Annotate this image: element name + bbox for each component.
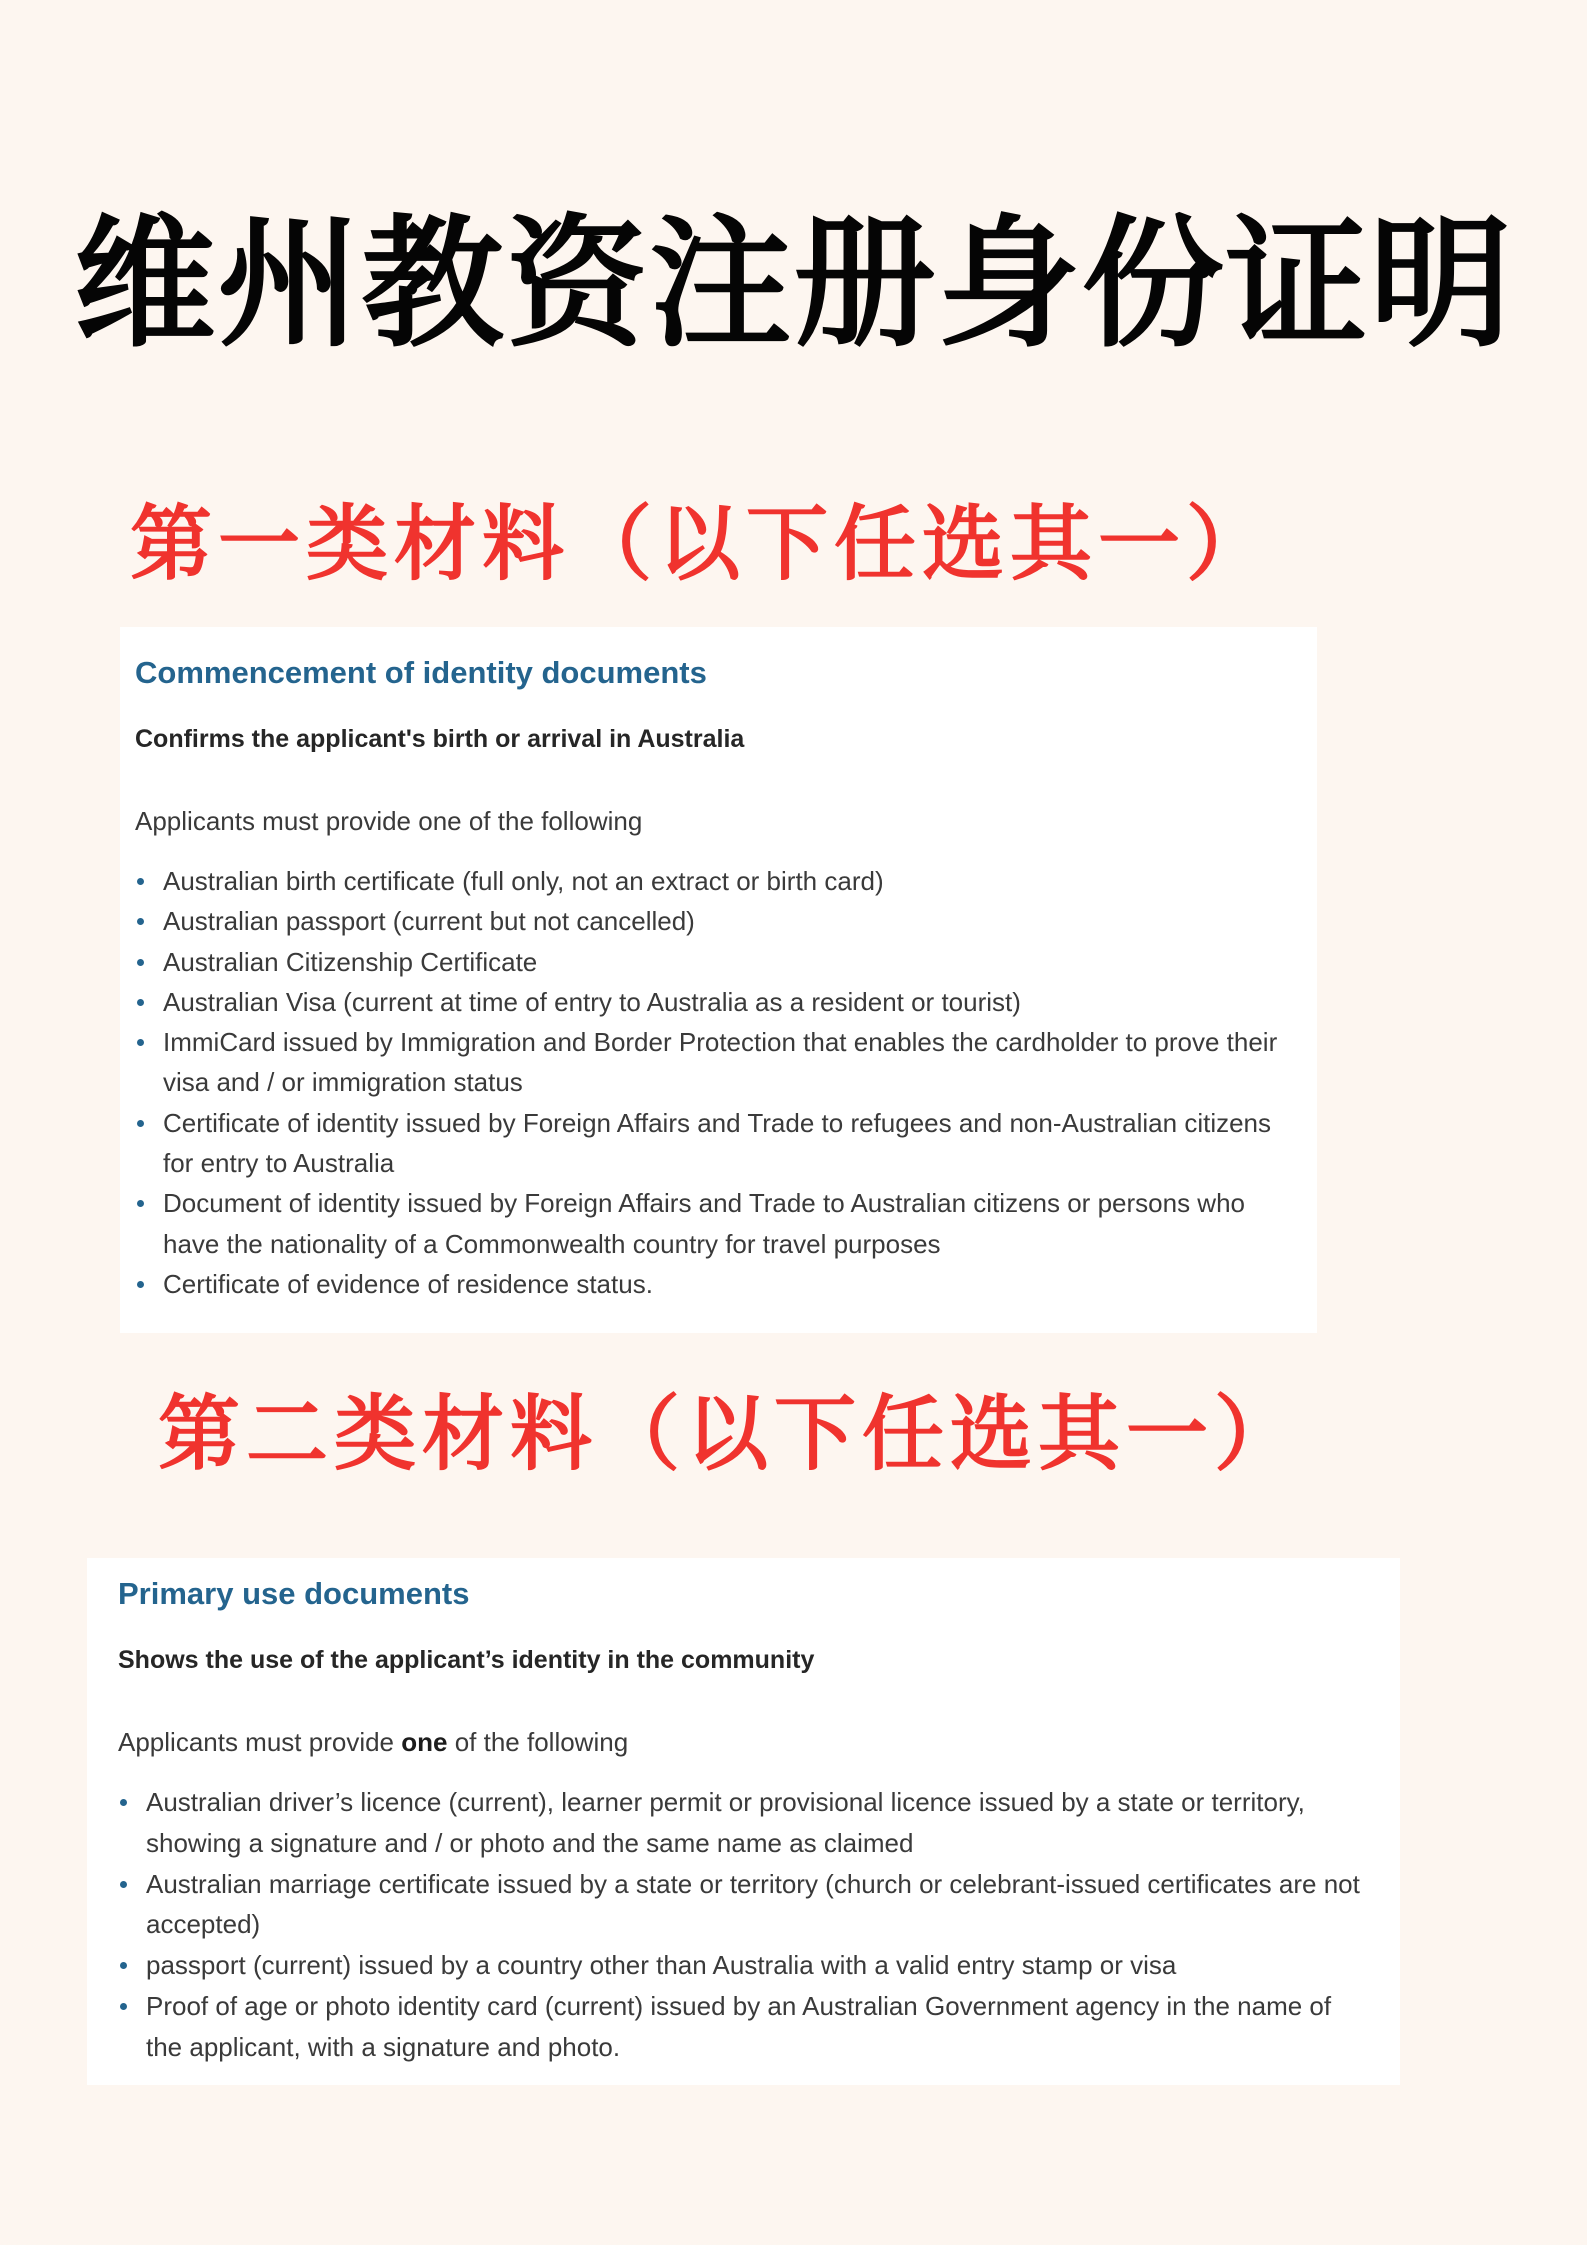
section-heading-first-category: 第一类材料（以下任选其一） <box>130 497 1275 592</box>
document-list <box>118 1782 1369 2068</box>
document-list <box>135 861 1302 1304</box>
intro-text: Applicants must provide <box>118 1727 402 1757</box>
card-intro <box>118 1724 1369 1760</box>
list-item: Certificate of identity issued by Foreign Affairs and Trade to refugees and non-Australian citizens for entry to Australia <box>135 1103 1302 1184</box>
intro-emphasis: one <box>401 1727 448 1757</box>
commencement-documents-card <box>120 627 1317 1333</box>
list-item: Australian marriage certificate issued by a state or territory (church or celebrant-issued certificates are not accepted) <box>118 1864 1369 1946</box>
list-item: Australian Citizenship Certificate <box>135 942 1302 982</box>
primary-use-documents-card <box>87 1558 1400 2085</box>
card-subtitle: Confirms the applicant's birth or arrival in Australia <box>135 725 745 753</box>
card-title: Commencement of identity documents <box>135 655 707 690</box>
card-title: Primary use documents <box>118 1576 470 1611</box>
intro-text: of the following <box>447 1727 629 1757</box>
list-item: Australian driver’s licence (current), learner permit or provisional licence issued by a state or territory, showing a signature and / or photo and the same name as claimed <box>118 1782 1369 1864</box>
list-item: Australian birth certificate (full only, not an extract or birth card) <box>135 861 1302 901</box>
list-item: Australian Visa (current at time of entry to Australia as a resident or tourist) <box>135 982 1302 1022</box>
list-item: Australian passport (current but not cancelled) <box>135 901 1302 941</box>
list-item: passport (current) issued by a country other than Australia with a valid entry stamp or visa <box>118 1945 1369 1986</box>
list-item: Proof of age or photo identity card (current) issued by an Australian Government agency in the name of the applicant, with a signature and photo. <box>118 1986 1369 2068</box>
card-subtitle: Shows the use of the applicant’s identity in the community <box>118 1646 815 1674</box>
card-intro: Applicants must provide one of the following <box>135 806 643 836</box>
section-heading-second-category: 第二类材料（以下任选其一） <box>158 1387 1303 1482</box>
list-item: Certificate of evidence of residence status. <box>135 1264 1302 1304</box>
list-item: ImmiCard issued by Immigration and Border Protection that enables the cardholder to prove their visa and / or immigration status <box>135 1022 1302 1103</box>
page-title: 维州教资注册身份证明 <box>73 202 1514 367</box>
list-item: Document of identity issued by Foreign Affairs and Trade to Australian citizens or persons who have the nationality of a Commonwealth country for travel purposes <box>135 1183 1302 1264</box>
